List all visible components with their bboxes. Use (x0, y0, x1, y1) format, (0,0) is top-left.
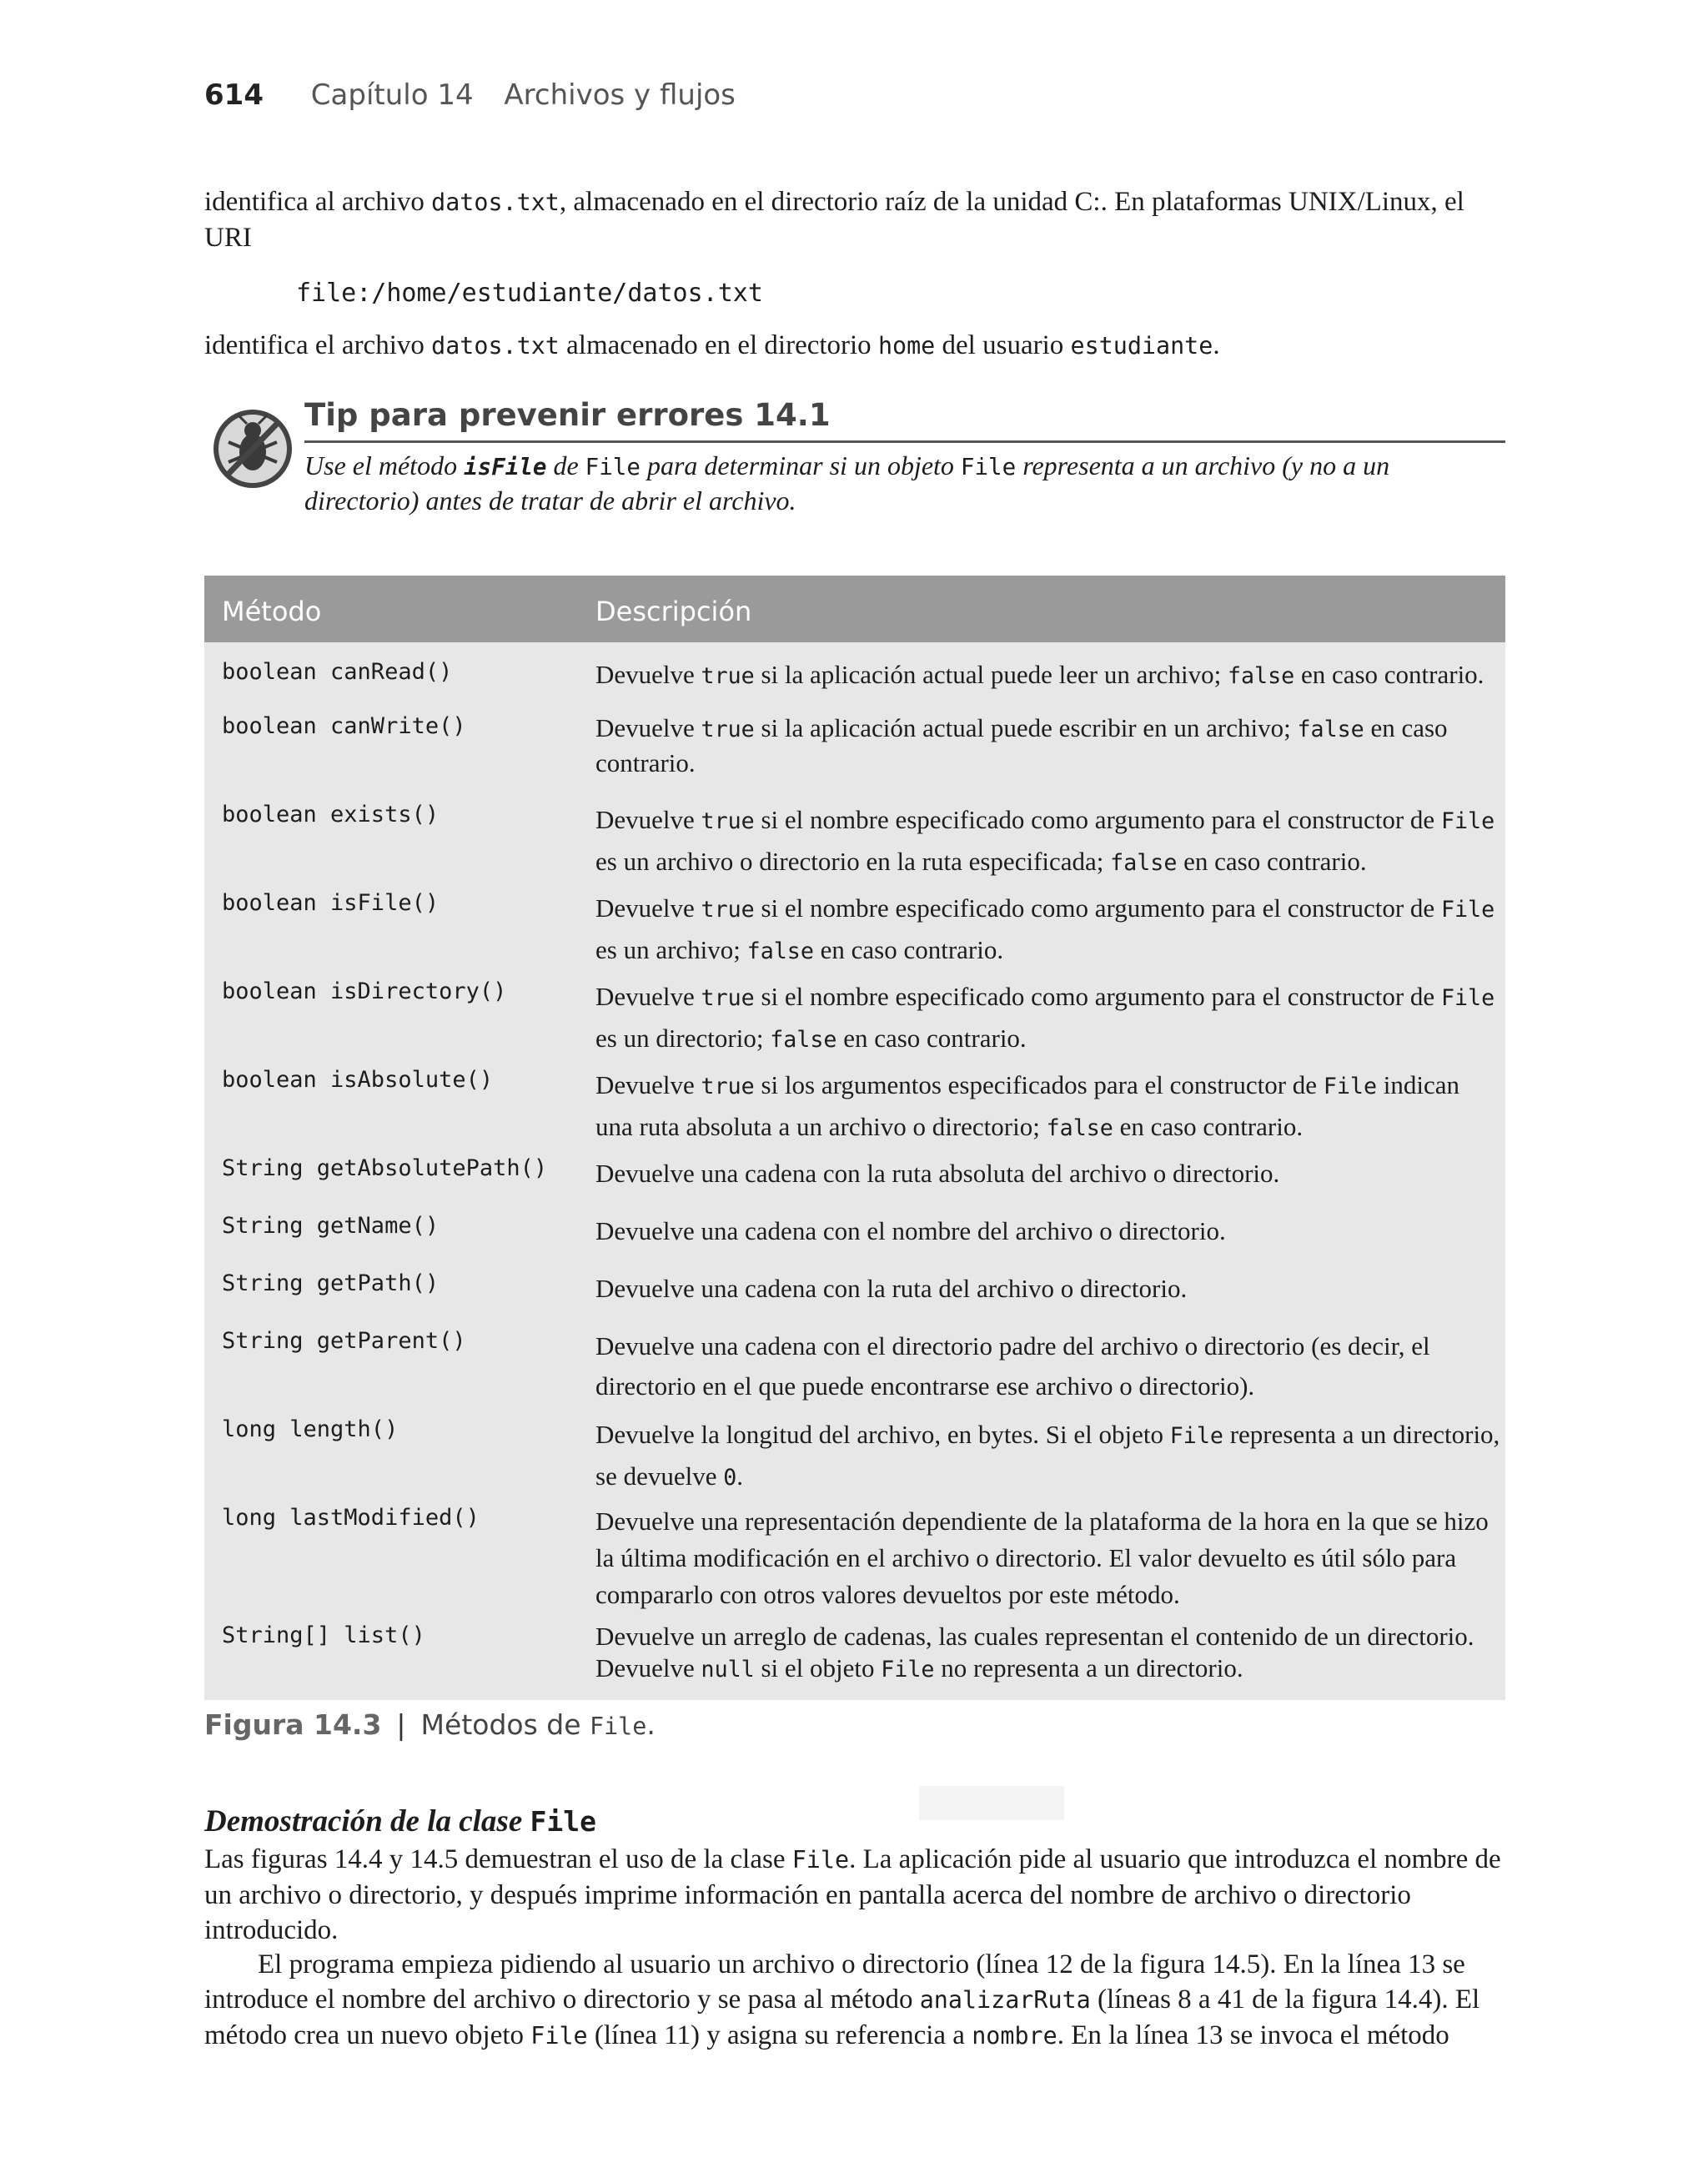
section-heading: Demostración de la clase File (204, 1804, 596, 1838)
inline-code: datos.txt (431, 189, 560, 216)
method-description: Devuelve una cadena con el nombre del archivo o directorio. (595, 1216, 1226, 1245)
method-signature: String getParent() (222, 1328, 466, 1354)
method-signature: boolean canRead() (222, 659, 453, 685)
method-description: Devuelve una representación dependiente de la plataforma de la hora en la que se hizo la última modificación en el archivo o directorio. El valor devuelto es útil sólo para compararlo con otros valores devueltos por este método. (595, 1506, 1489, 1609)
tip-text: Use el método isFile de File para determinar si un objeto File representa a un archivo (y no a un directorio) antes de tratar de abrir el archivo. (304, 450, 1390, 516)
method-description: Devuelve true si la aplicación actual puede escribir en un archivo; false en caso contrario. (595, 713, 1448, 777)
method-signature: boolean isAbsolute() (222, 1067, 494, 1093)
intro-paragraph-2: identifica el archivo datos.txt almacenado en el directorio home del usuario estudiante. (204, 330, 1220, 360)
running-header (204, 78, 736, 112)
bug-prohibited-icon (210, 407, 295, 490)
method-signature: String[] list() (222, 1622, 425, 1648)
tip-divider (304, 440, 1505, 443)
method-signature: long lastModified() (222, 1505, 480, 1531)
intro-paragraph-1: identifica al archivo datos.txt, almacenado en el directorio raíz de la unidad C:. En plataformas UNIX/Linux, el URI (204, 187, 1464, 253)
page-number: 614 (204, 78, 264, 112)
method-description: Devuelve true si los argumentos especificados para el constructor de File indican una ruta absoluta a un archivo o directorio; false en caso contrario. (595, 1070, 1460, 1141)
caption-separator: | (396, 1708, 406, 1741)
method-description: Devuelve un arreglo de cadenas, las cuales representan el contenido de un directorio. Devuelve null si el objeto File no representa a un directorio. (595, 1622, 1474, 1683)
uri-example: file:/home/estudiante/datos.txt (296, 279, 763, 308)
method-description: Devuelve true si el nombre especificado como argumento para el constructor de File es un archivo; false en caso contrario. (595, 893, 1495, 964)
method-signature: boolean isDirectory() (222, 978, 507, 1004)
section-paragraph-1: Las figuras 14.4 y 14.5 demuestran el uso de la clase File. La aplicación pide al usuario que introduzca el nombre de un archivo o directorio, y después imprime información en pantalla acerca del nombre de archivo o directorio introducido. (204, 1844, 1501, 1945)
tip-title: Tip para prevenir errores 14.1 (304, 397, 831, 433)
method-signature: long length() (222, 1416, 399, 1442)
method-signature: boolean canWrite() (222, 713, 466, 739)
blank-mark (919, 1786, 1064, 1820)
method-description: Devuelve true si el nombre especificado como argumento para el constructor de File es un archivo o directorio en la ruta especificada; false en caso contrario. (595, 805, 1495, 876)
chapter-title: Archivos y flujos (504, 78, 736, 112)
column-header-description: Descripción (595, 596, 752, 627)
method-signature: String getName() (222, 1213, 440, 1239)
method-signature: String getPath() (222, 1270, 440, 1296)
chapter-label: Capítulo 14 (310, 78, 474, 112)
method-description: Devuelve true si el nombre especificado como argumento para el constructor de File es un directorio; false en caso contrario. (595, 982, 1495, 1053)
method-signature: boolean isFile() (222, 890, 440, 916)
figure-caption: Figura 14.3 | Métodos de File. (204, 1708, 656, 1741)
method-description: Devuelve una cadena con la ruta del archivo o directorio. (595, 1274, 1188, 1303)
column-header-method: Método (222, 596, 322, 627)
method-description: Devuelve true si la aplicación actual puede leer un archivo; false en caso contrario. (595, 660, 1484, 689)
section-paragraph-2: El programa empieza pidiendo al usuario un archivo o directorio (línea 12 de la figura 14.5). En la línea 13 se introduce el nombre del archivo o directorio y se pasa al método analizarRuta (líneas 8 a 41 de la figura 14.4). El método crea un nuevo objeto File (línea 11) y asigna su referencia a nombre. En la línea 13 se invoca el método (204, 1949, 1480, 2050)
caption-label: Figura 14.3 (204, 1708, 382, 1741)
method-signature: String getAbsolutePath() (222, 1155, 548, 1181)
method-signature: boolean exists() (222, 802, 440, 827)
method-description: Devuelve la longitud del archivo, en bytes. Si el objeto File representa a un directorio, se devuelve 0. (595, 1420, 1500, 1491)
method-description: Devuelve una cadena con el directorio padre del archivo o directorio (es decir, el directorio en el que puede encontrarse ese archivo o directorio). (595, 1331, 1430, 1401)
table-header (204, 576, 1505, 642)
method-description: Devuelve una cadena con la ruta absoluta del archivo o directorio. (595, 1159, 1280, 1188)
